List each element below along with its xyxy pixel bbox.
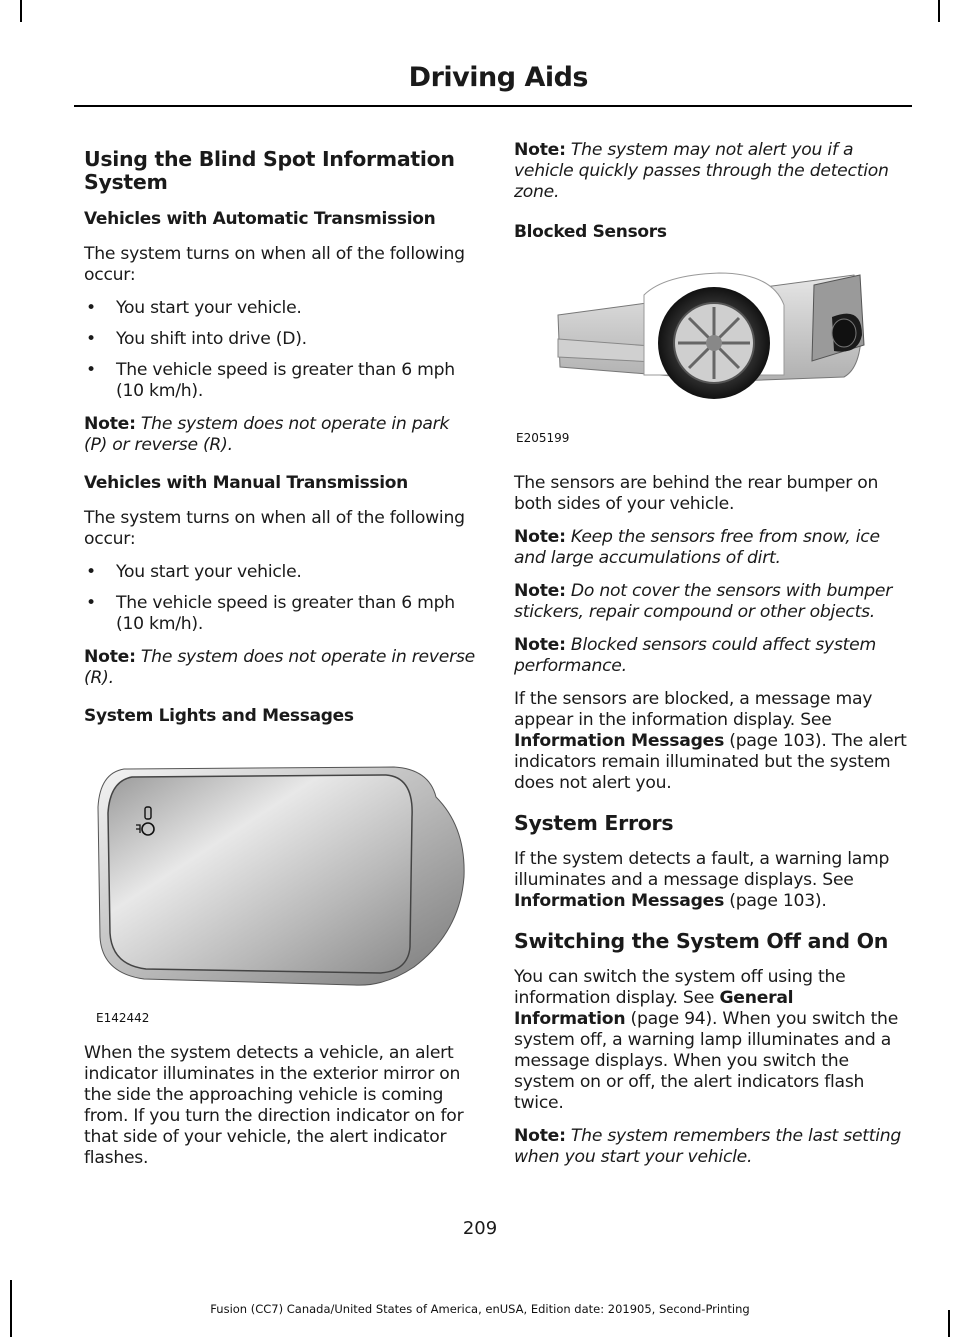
information-messages-link[interactable]: Information Messages xyxy=(514,731,725,751)
main-heading: Using the Blind Spot Information System xyxy=(84,147,455,194)
manual-bullet-list xyxy=(84,562,476,635)
list-item: • You start your vehicle. xyxy=(86,562,302,582)
blocked-paragraph: If the sensors are blocked, a message may appear in the information display. See Information Messages (page 103). The alert indicators remain illuminated but the system does not alert you. xyxy=(514,689,907,793)
mirror-paragraph: When the system detects a vehicle, an alert indicator illuminates in the exterior mirror on the side the approaching vehicle is coming from. If you turn the direction indicator on for that side of your vehicle, the alert indicator flashes. xyxy=(84,1043,464,1168)
footer-edition: Fusion (CC7) Canada/United States of America, enUSA, Edition date: 201905, Second-Printing xyxy=(210,1302,750,1316)
bumper-figure xyxy=(514,265,908,459)
sensor-note-cover: Note: Do not cover the sensors with bumper stickers, repair compound or other objects. xyxy=(514,581,893,622)
crop-mark-top-right xyxy=(938,0,940,22)
auto-bullet-list xyxy=(84,298,476,402)
remember-setting-note: Note: The system remembers the last setting when you start your vehicle. xyxy=(514,1126,902,1167)
errors-paragraph: If the system detects a fault, a warning lamp illuminates and a message displays. See Information Messages (page 103). xyxy=(514,849,890,911)
auto-note: Note: The system does not operate in park (P) or reverse (R). xyxy=(84,414,450,455)
switching-heading: Switching the System Off and On xyxy=(514,929,889,953)
manual-transmission-heading: Vehicles with Manual Transmission xyxy=(84,473,408,493)
blocked-sensors-heading: Blocked Sensors xyxy=(514,222,667,242)
figure-code: E205199 xyxy=(516,431,570,445)
crop-mark-top-left xyxy=(20,0,22,22)
information-messages-link[interactable]: Information Messages xyxy=(514,891,725,911)
figure-code: E142442 xyxy=(96,1011,150,1025)
sensor-note-snow: Note: Keep the sensors free from snow, ice and large accumulations of dirt. xyxy=(514,527,880,568)
auto-transmission-heading: Vehicles with Automatic Transmission xyxy=(84,209,436,229)
mirror-figure xyxy=(84,747,476,1029)
list-item: • You shift into drive (D). xyxy=(86,329,307,349)
switching-paragraph: You can switch the system off using the information display. See General Information (page 94). When you switch the system off, a warning lamp illuminates and a message displays. When you switch the system on or off, the alert indicators flash twice. xyxy=(514,967,899,1113)
system-errors-heading: System Errors xyxy=(514,811,674,835)
rear-bumper-illustration xyxy=(514,265,908,445)
auto-intro: The system turns on when all of the following occur: xyxy=(84,244,465,285)
sensor-note-blocked: Note: Blocked sensors could affect system performance. xyxy=(514,635,876,676)
general-information-link[interactable]: General Information xyxy=(514,988,794,1029)
side-mirror-illustration xyxy=(84,747,476,1029)
header-divider xyxy=(74,105,912,107)
section-title: Driving Aids xyxy=(408,62,588,93)
sensors-location-paragraph: The sensors are behind the rear bumper on both sides of your vehicle. xyxy=(514,473,879,514)
manual-note: Note: The system does not operate in reverse (R). xyxy=(84,647,475,688)
lights-heading: System Lights and Messages xyxy=(84,706,354,726)
list-item: • You start your vehicle. xyxy=(86,298,302,318)
page-number: 209 xyxy=(462,1218,498,1239)
list-item: • The vehicle speed is greater than 6 mph (10 km/h). xyxy=(86,360,455,401)
list-item: • The vehicle speed is greater than 6 mph (10 km/h). xyxy=(86,593,455,634)
manual-intro: The system turns on when all of the following occur: xyxy=(84,508,465,549)
detection-note: Note: The system may not alert you if a vehicle quickly passes through the detection zone. xyxy=(514,140,889,202)
left-column xyxy=(84,140,476,1181)
right-column xyxy=(514,140,908,1180)
